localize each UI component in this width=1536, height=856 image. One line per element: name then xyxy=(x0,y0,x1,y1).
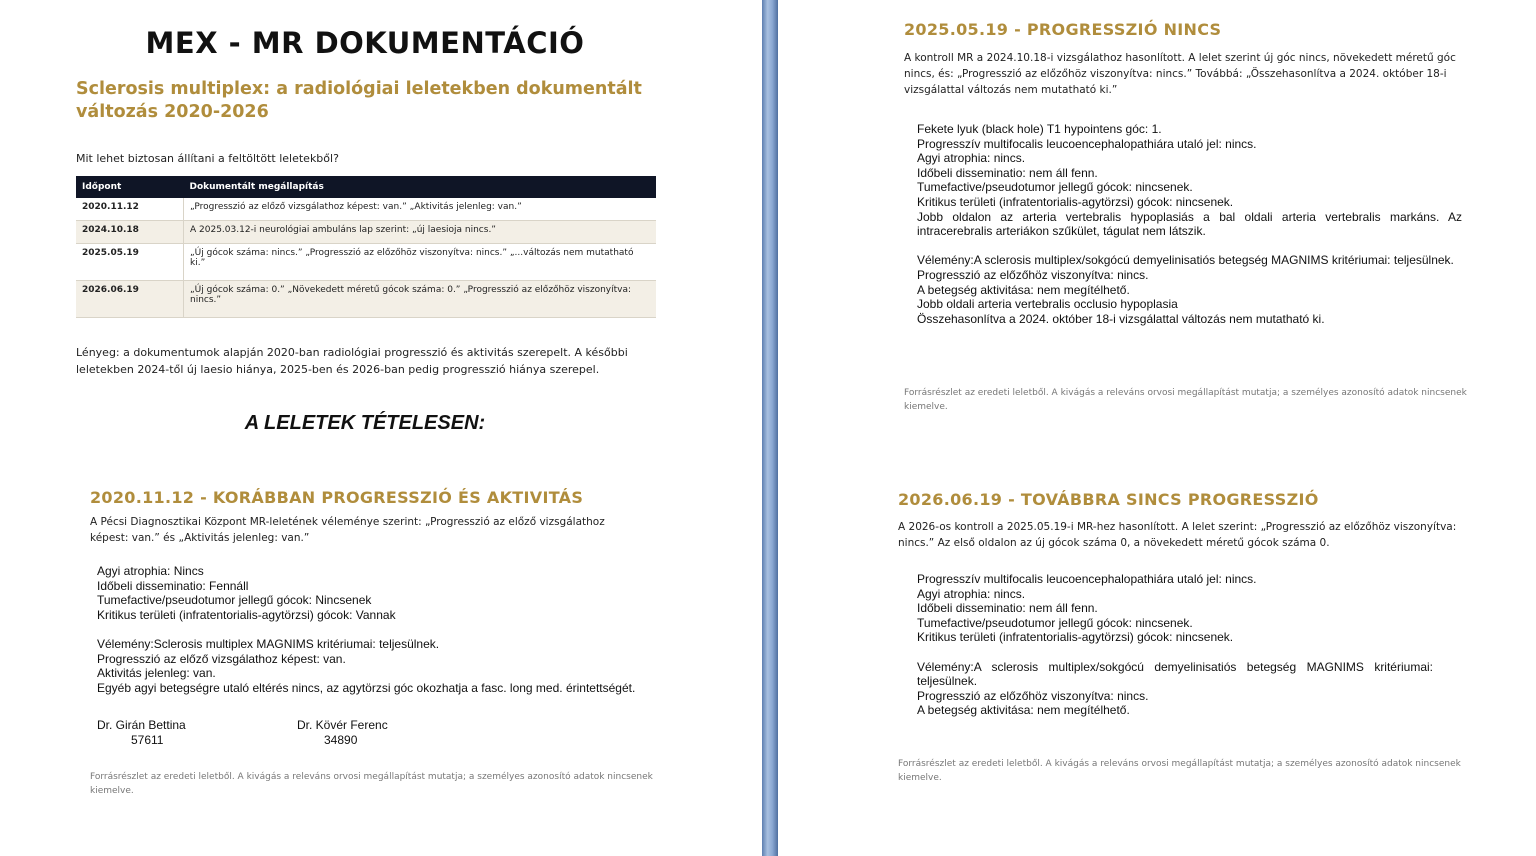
question-text: Mit lehet biztosan állítani a feltöltött leletekből? xyxy=(76,152,339,165)
report-line: Agyi atrophia: nincs. xyxy=(917,151,1026,166)
row-date: 2026.06.19 xyxy=(76,281,184,318)
table-row xyxy=(76,281,656,318)
itemized-heading: A LELETEK TÉTELESEN: xyxy=(244,412,486,434)
right-document-page xyxy=(778,0,1536,856)
report-line: Progresszió az előzőhöz viszonyítva: nincs. xyxy=(917,688,1149,703)
row-finding: A 2025.03.12-i neurológiai ambuláns lap szerint: „új laesioja nincs.” xyxy=(184,221,657,244)
report-line: Jobb oldali arteria vertebralis occlusio hypoplasia xyxy=(917,297,1178,312)
section-intro-2020: A Pécsi Diagnosztikai Központ MR-leletének véleménye szerint: „Progresszió az előző vizsgálathoz képest: van.” és „Aktivitás jelenleg: van.” xyxy=(90,516,605,544)
report-line: Kritikus területi (infratentorialis-agytörzsi) gócok: Vannak xyxy=(97,607,396,622)
signature-code: 57611 xyxy=(131,733,164,747)
report-line xyxy=(97,622,640,637)
report-line: Progresszió az előzőhöz viszonyítva: nincs. xyxy=(917,267,1149,282)
document-title: MEX - MR DOKUMENTÁCIÓ xyxy=(145,26,585,60)
column-header-finding: Dokumentált megállapítás xyxy=(184,176,657,198)
report-line: Vélemény:Sclerosis multiplex MAGNIMS kritériumai: teljesülnek. xyxy=(97,636,440,651)
source-note-2026: Forrásrészlet az eredeti leletből. A kivágás a releváns orvosi megállapítást mutatja; a személyes azonosító adatok nincsenek kiemelve. xyxy=(898,759,1461,783)
findings-table xyxy=(76,176,656,318)
document-subtitle: Sclerosis multiplex: a radiológiai leletekben dokumentált változás 2020-2026 xyxy=(76,79,642,122)
report-line: Kritikus területi (infratentorialis-agytörzsi) gócok: nincsenek. xyxy=(917,194,1234,209)
table-row xyxy=(76,244,656,281)
table-row xyxy=(76,198,656,221)
report-line: Agyi atrophia: Nincs xyxy=(97,564,204,578)
page-divider xyxy=(762,0,778,856)
signature-block xyxy=(97,718,197,748)
report-line: Kritikus területi (infratentorialis-agytörzsi) gócok: nincsenek. xyxy=(917,630,1234,645)
report-line xyxy=(917,239,1462,254)
report-line: Tumefactive/pseudotumor jellegű gócok: nincsenek. xyxy=(917,615,1193,630)
report-excerpt-2020 xyxy=(97,564,640,695)
signature-name: Dr. Kövér Ferenc xyxy=(297,718,388,732)
row-date: 2024.10.18 xyxy=(76,221,184,244)
row-date: 2025.05.19 xyxy=(76,244,184,281)
report-line: Időbeli disseminatio: nem áll fenn. xyxy=(917,601,1098,616)
report-excerpt-2025 xyxy=(917,122,1462,326)
source-note-2020: Forrásrészlet az eredeti leletből. A kivágás a releváns orvosi megállapítást mutatja; a személyes azonosító adatok nincsenek kiemelve. xyxy=(90,772,653,796)
section-title-2025: 2025.05.19 - PROGRESSZIÓ NINCS xyxy=(904,20,1222,39)
row-date: 2020.11.12 xyxy=(76,198,184,221)
report-line xyxy=(917,645,1433,660)
report-line: Időbeli disseminatio: Fennáll xyxy=(97,578,249,593)
signature-code: 34890 xyxy=(324,733,358,747)
table-header-row xyxy=(76,176,656,198)
row-finding: „Új gócok száma: nincs.” „Progresszió az előzőhöz viszonyítva: nincs.” „...változás nem mutatható ki.” xyxy=(184,244,657,281)
report-line: Vélemény:A sclerosis multiplex/sokgócú demyelinisatiós betegség MAGNIMS kritériumai: teljesülnek. xyxy=(917,659,1433,689)
left-document-page xyxy=(0,0,762,856)
signature-name: Dr. Girán Bettina xyxy=(97,718,186,732)
section-intro-2026: A 2026-os kontroll a 2025.05.19-i MR-hez hasonlított. A lelet szerint: „Progresszió az előzőhöz viszonyítva: nincs.” Az első oldalon az új gócok száma 0, a növekedett méretű gócok száma 0. xyxy=(898,521,1457,549)
report-line: A betegség aktivitása: nem megítélhető. xyxy=(917,703,1130,718)
summary-paragraph: Lényeg: a dokumentumok alapján 2020-ban radiológiai progresszió és aktivitás szerepelt. A későbbi leletekben 2024-től új laesio hiánya, 2025-ben és 2026-ban pedig progresszió hiánya szerepel. xyxy=(76,346,628,376)
section-intro-2025: A kontroll MR a 2024.10.18-i vizsgálathoz hasonlított. A lelet szerint új góc nincs, növekedett méretű góc nincs, és: „Progresszió az előzőhöz viszonyítva: nincs.” Továbbá: „Összehasonlítva a 2024. október 18-i vizsgálattal változás nem mutatható ki.” xyxy=(904,52,1456,96)
row-finding: „Progresszió az előző vizsgálathoz képest: van.” „Aktivitás jelenleg: van.” xyxy=(184,198,657,221)
report-line: Progresszió az előző vizsgálathoz képest: van. xyxy=(97,651,346,666)
report-line: Időbeli disseminatio: nem áll fenn. xyxy=(917,165,1098,180)
row-finding: „Új gócok száma: 0.” „Növekedett méretű gócok száma: 0.” „Progresszió az előzőhöz viszonyítva: nincs.” xyxy=(184,281,657,318)
report-line: Fekete lyuk (black hole) T1 hypointens góc: 1. xyxy=(917,122,1162,136)
report-line: Összehasonlítva a 2024. október 18-i vizsgálattal változás nem mutatható ki. xyxy=(917,311,1325,326)
table-row xyxy=(76,221,656,244)
report-line: Tumefactive/pseudotumor jellegű gócok: Nincsenek xyxy=(97,593,372,608)
report-line: Tumefactive/pseudotumor jellegű gócok: nincsenek. xyxy=(917,180,1193,195)
source-note-2025: Forrásrészlet az eredeti leletből. A kivágás a releváns orvosi megállapítást mutatja; a személyes azonosító adatok nincsenek kiemelve. xyxy=(904,388,1467,412)
report-line: Progresszív multifocalis leucoencephalopathiára utaló jel: nincs. xyxy=(917,572,1257,586)
report-excerpt-2026 xyxy=(917,572,1433,718)
column-header-date: Időpont xyxy=(76,176,184,198)
report-line: Vélemény:A sclerosis multiplex/sokgócú demyelinisatiós betegség MAGNIMS kritériumai: teljesülnek. xyxy=(917,253,1454,268)
report-line: Egyéb agyi betegségre utaló eltérés nincs, az agytörzsi góc okozhatja a fasc. long med. érintettségét. xyxy=(97,680,636,695)
report-line: Progresszív multifocalis leucoencephalopathiára utaló jel: nincs. xyxy=(917,136,1257,151)
report-line: A betegség aktivitása: nem megítélhető. xyxy=(917,282,1130,297)
signature-block xyxy=(297,718,407,748)
section-title-2020: 2020.11.12 - KORÁBBAN PROGRESSZIÓ ÉS AKTIVITÁS xyxy=(90,488,584,507)
report-line: Agyi atrophia: nincs. xyxy=(917,586,1026,601)
report-line: Aktivitás jelenleg: van. xyxy=(97,666,216,681)
section-title-2026: 2026.06.19 - TOVÁBBRA SINCS PROGRESSZIÓ xyxy=(898,490,1319,509)
report-line: Jobb oldalon az arteria vertebralis hypoplasiás a bal oldali arteria vertebralis markáns. Az intracerebralis arteriákon szűkület, tágulat nem látszik. xyxy=(917,209,1462,239)
